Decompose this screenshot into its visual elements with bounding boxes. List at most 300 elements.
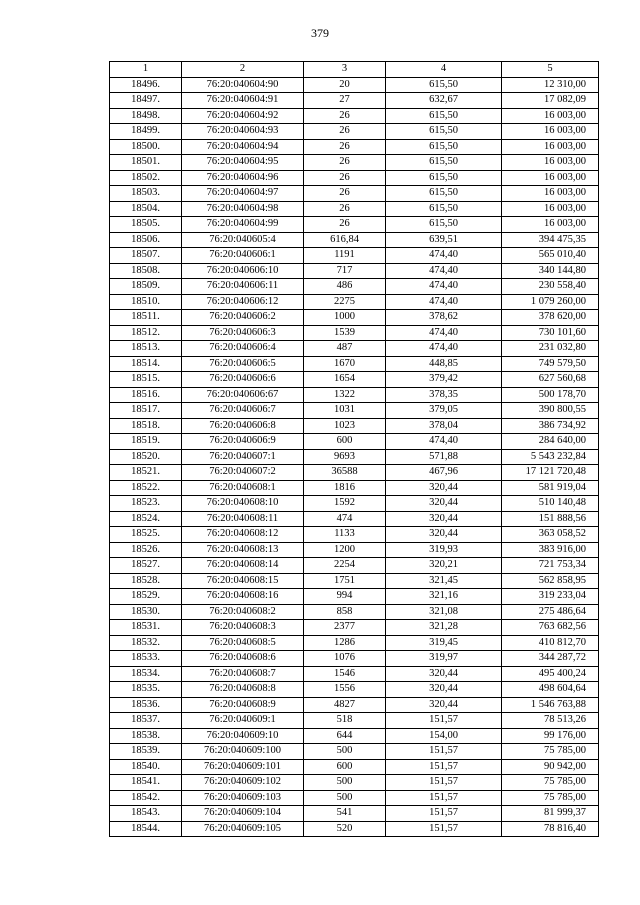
cadastral-number-cell: 76:20:040608:6 <box>182 651 304 667</box>
value-cell: 410 812,70 <box>502 635 599 651</box>
cadastral-number-cell: 76:20:040608:11 <box>182 511 304 527</box>
value-cell: 16 003,00 <box>502 201 599 217</box>
row-number-cell: 18532. <box>110 635 182 651</box>
rate-cell: 320,44 <box>386 511 502 527</box>
table-row <box>110 186 599 202</box>
table-row <box>110 806 599 822</box>
row-number-cell: 18538. <box>110 728 182 744</box>
column-header: 2 <box>182 62 304 78</box>
table-header-row <box>110 62 599 78</box>
value-cell: 1 079 260,00 <box>502 294 599 310</box>
row-number-cell: 18529. <box>110 589 182 605</box>
cadastral-number-cell: 76:20:040608:15 <box>182 573 304 589</box>
row-number-cell: 18509. <box>110 279 182 295</box>
rate-cell: 378,04 <box>386 418 502 434</box>
row-number-cell: 18517. <box>110 403 182 419</box>
value-cell: 17 082,09 <box>502 93 599 109</box>
value-cell: 16 003,00 <box>502 124 599 140</box>
row-number-cell: 18504. <box>110 201 182 217</box>
area-cell: 26 <box>304 139 386 155</box>
area-cell: 26 <box>304 155 386 171</box>
row-number-cell: 18502. <box>110 170 182 186</box>
row-number-cell: 18535. <box>110 682 182 698</box>
area-cell: 500 <box>304 775 386 791</box>
rate-cell: 639,51 <box>386 232 502 248</box>
rate-cell: 474,40 <box>386 434 502 450</box>
table-row <box>110 279 599 295</box>
table-row <box>110 263 599 279</box>
cadastral-number-cell: 76:20:040606:5 <box>182 356 304 372</box>
table-row <box>110 139 599 155</box>
cadastral-number-cell: 76:20:040606:9 <box>182 434 304 450</box>
value-cell: 581 919,04 <box>502 480 599 496</box>
rate-cell: 632,67 <box>386 93 502 109</box>
table-row <box>110 573 599 589</box>
value-cell: 386 734,92 <box>502 418 599 434</box>
area-cell: 474 <box>304 511 386 527</box>
table-row <box>110 217 599 233</box>
value-cell: 12 310,00 <box>502 77 599 93</box>
table-body <box>110 77 599 837</box>
rate-cell: 378,62 <box>386 310 502 326</box>
table-row <box>110 728 599 744</box>
table-row <box>110 496 599 512</box>
value-cell: 5 543 232,84 <box>502 449 599 465</box>
row-number-cell: 18542. <box>110 790 182 806</box>
rate-cell: 151,57 <box>386 775 502 791</box>
rate-cell: 151,57 <box>386 821 502 837</box>
table-row <box>110 325 599 341</box>
area-cell: 1191 <box>304 248 386 264</box>
value-cell: 363 058,52 <box>502 527 599 543</box>
area-cell: 26 <box>304 170 386 186</box>
area-cell: 1670 <box>304 356 386 372</box>
rate-cell: 615,50 <box>386 108 502 124</box>
table-row <box>110 418 599 434</box>
area-cell: 26 <box>304 186 386 202</box>
value-cell: 17 121 720,48 <box>502 465 599 481</box>
area-cell: 2275 <box>304 294 386 310</box>
rate-cell: 615,50 <box>386 124 502 140</box>
value-cell: 151 888,56 <box>502 511 599 527</box>
rate-cell: 467,96 <box>386 465 502 481</box>
rate-cell: 378,35 <box>386 387 502 403</box>
table-row <box>110 697 599 713</box>
value-cell: 627 560,68 <box>502 372 599 388</box>
row-number-cell: 18520. <box>110 449 182 465</box>
table-row <box>110 759 599 775</box>
value-cell: 90 942,00 <box>502 759 599 775</box>
cadastral-number-cell: 76:20:040608:12 <box>182 527 304 543</box>
cadastral-number-cell: 76:20:040608:9 <box>182 697 304 713</box>
row-number-cell: 18508. <box>110 263 182 279</box>
table-row <box>110 248 599 264</box>
rate-cell: 474,40 <box>386 325 502 341</box>
rate-cell: 319,93 <box>386 542 502 558</box>
cadastral-number-cell: 76:20:040608:14 <box>182 558 304 574</box>
table-row <box>110 294 599 310</box>
area-cell: 487 <box>304 341 386 357</box>
value-cell: 231 032,80 <box>502 341 599 357</box>
area-cell: 1200 <box>304 542 386 558</box>
cadastral-number-cell: 76:20:040608:5 <box>182 635 304 651</box>
value-cell: 16 003,00 <box>502 108 599 124</box>
rate-cell: 379,05 <box>386 403 502 419</box>
row-number-cell: 18501. <box>110 155 182 171</box>
row-number-cell: 18536. <box>110 697 182 713</box>
table-row <box>110 77 599 93</box>
rate-cell: 321,16 <box>386 589 502 605</box>
area-cell: 1539 <box>304 325 386 341</box>
value-cell: 394 475,35 <box>502 232 599 248</box>
rate-cell: 151,57 <box>386 806 502 822</box>
cadastral-number-cell: 76:20:040606:12 <box>182 294 304 310</box>
cadastral-number-cell: 76:20:040608:13 <box>182 542 304 558</box>
table-row <box>110 713 599 729</box>
row-number-cell: 18526. <box>110 542 182 558</box>
cadastral-number-cell: 76:20:040604:93 <box>182 124 304 140</box>
table-row <box>110 372 599 388</box>
column-header: 3 <box>304 62 386 78</box>
row-number-cell: 18500. <box>110 139 182 155</box>
rate-cell: 320,44 <box>386 527 502 543</box>
row-number-cell: 18540. <box>110 759 182 775</box>
value-cell: 763 682,56 <box>502 620 599 636</box>
area-cell: 26 <box>304 108 386 124</box>
page-number: 379 <box>311 26 329 40</box>
area-cell: 1592 <box>304 496 386 512</box>
value-cell: 721 753,34 <box>502 558 599 574</box>
cadastral-number-cell: 76:20:040606:67 <box>182 387 304 403</box>
row-number-cell: 18534. <box>110 666 182 682</box>
table-row <box>110 434 599 450</box>
table-row <box>110 589 599 605</box>
cadastral-number-cell: 76:20:040608:3 <box>182 620 304 636</box>
table-row <box>110 604 599 620</box>
area-cell: 1023 <box>304 418 386 434</box>
row-number-cell: 18513. <box>110 341 182 357</box>
value-cell: 562 858,95 <box>502 573 599 589</box>
row-number-cell: 18523. <box>110 496 182 512</box>
row-number-cell: 18528. <box>110 573 182 589</box>
row-number-cell: 18506. <box>110 232 182 248</box>
row-number-cell: 18530. <box>110 604 182 620</box>
value-cell: 16 003,00 <box>502 139 599 155</box>
value-cell: 500 178,70 <box>502 387 599 403</box>
table-row <box>110 155 599 171</box>
table-row <box>110 465 599 481</box>
row-number-cell: 18514. <box>110 356 182 372</box>
row-number-cell: 18533. <box>110 651 182 667</box>
cadastral-number-cell: 76:20:040604:96 <box>182 170 304 186</box>
rate-cell: 320,44 <box>386 666 502 682</box>
value-cell: 16 003,00 <box>502 186 599 202</box>
area-cell: 1546 <box>304 666 386 682</box>
rate-cell: 615,50 <box>386 170 502 186</box>
area-cell: 9693 <box>304 449 386 465</box>
rate-cell: 321,45 <box>386 573 502 589</box>
area-cell: 500 <box>304 744 386 760</box>
rate-cell: 319,97 <box>386 651 502 667</box>
cadastral-number-cell: 76:20:040606:11 <box>182 279 304 295</box>
value-cell: 730 101,60 <box>502 325 599 341</box>
value-cell: 565 010,40 <box>502 248 599 264</box>
rate-cell: 474,40 <box>386 248 502 264</box>
table-row <box>110 449 599 465</box>
value-cell: 390 800,55 <box>502 403 599 419</box>
area-cell: 541 <box>304 806 386 822</box>
cadastral-number-cell: 76:20:040604:94 <box>182 139 304 155</box>
value-cell: 78 816,40 <box>502 821 599 837</box>
table-row <box>110 201 599 217</box>
value-cell: 78 513,26 <box>502 713 599 729</box>
rate-cell: 474,40 <box>386 341 502 357</box>
rate-cell: 615,50 <box>386 155 502 171</box>
table-row <box>110 666 599 682</box>
area-cell: 486 <box>304 279 386 295</box>
value-cell: 99 176,00 <box>502 728 599 744</box>
row-number-cell: 18531. <box>110 620 182 636</box>
area-cell: 27 <box>304 93 386 109</box>
value-cell: 75 785,00 <box>502 744 599 760</box>
value-cell: 344 287,72 <box>502 651 599 667</box>
area-cell: 2377 <box>304 620 386 636</box>
cadastral-number-cell: 76:20:040608:10 <box>182 496 304 512</box>
rate-cell: 320,44 <box>386 480 502 496</box>
area-cell: 26 <box>304 201 386 217</box>
cadastral-number-cell: 76:20:040606:4 <box>182 341 304 357</box>
area-cell: 1816 <box>304 480 386 496</box>
row-number-cell: 18503. <box>110 186 182 202</box>
area-cell: 1556 <box>304 682 386 698</box>
table-row <box>110 480 599 496</box>
row-number-cell: 18518. <box>110 418 182 434</box>
table-row <box>110 511 599 527</box>
table-row <box>110 310 599 326</box>
value-cell: 81 999,37 <box>502 806 599 822</box>
row-number-cell: 18522. <box>110 480 182 496</box>
value-cell: 16 003,00 <box>502 170 599 186</box>
row-number-cell: 18497. <box>110 93 182 109</box>
rate-cell: 151,57 <box>386 713 502 729</box>
area-cell: 1076 <box>304 651 386 667</box>
cadastral-number-cell: 76:20:040607:1 <box>182 449 304 465</box>
table-row <box>110 635 599 651</box>
row-number-cell: 18512. <box>110 325 182 341</box>
row-number-cell: 18524. <box>110 511 182 527</box>
table-row <box>110 790 599 806</box>
table-row <box>110 356 599 372</box>
row-number-cell: 18525. <box>110 527 182 543</box>
value-cell: 749 579,50 <box>502 356 599 372</box>
rate-cell: 615,50 <box>386 201 502 217</box>
value-cell: 230 558,40 <box>502 279 599 295</box>
area-cell: 1133 <box>304 527 386 543</box>
row-number-cell: 18496. <box>110 77 182 93</box>
rate-cell: 571,88 <box>386 449 502 465</box>
row-number-cell: 18511. <box>110 310 182 326</box>
rate-cell: 615,50 <box>386 186 502 202</box>
cadastral-number-cell: 76:20:040609:103 <box>182 790 304 806</box>
rate-cell: 379,42 <box>386 372 502 388</box>
area-cell: 520 <box>304 821 386 837</box>
cadastral-number-cell: 76:20:040606:7 <box>182 403 304 419</box>
row-number-cell: 18537. <box>110 713 182 729</box>
area-cell: 1031 <box>304 403 386 419</box>
value-cell: 319 233,04 <box>502 589 599 605</box>
row-number-cell: 18507. <box>110 248 182 264</box>
cadastral-number-cell: 76:20:040608:1 <box>182 480 304 496</box>
cadastral-number-cell: 76:20:040604:98 <box>182 201 304 217</box>
cadastral-number-cell: 76:20:040606:10 <box>182 263 304 279</box>
row-number-cell: 18544. <box>110 821 182 837</box>
data-table <box>109 61 599 837</box>
area-cell: 717 <box>304 263 386 279</box>
cadastral-number-cell: 76:20:040606:6 <box>182 372 304 388</box>
area-cell: 2254 <box>304 558 386 574</box>
cadastral-number-cell: 76:20:040607:2 <box>182 465 304 481</box>
table-row <box>110 232 599 248</box>
row-number-cell: 18527. <box>110 558 182 574</box>
cadastral-number-cell: 76:20:040609:1 <box>182 713 304 729</box>
row-number-cell: 18541. <box>110 775 182 791</box>
rate-cell: 320,44 <box>386 682 502 698</box>
table-row <box>110 108 599 124</box>
rate-cell: 321,08 <box>386 604 502 620</box>
area-cell: 600 <box>304 759 386 775</box>
cadastral-number-cell: 76:20:040604:97 <box>182 186 304 202</box>
table-row <box>110 170 599 186</box>
cadastral-number-cell: 76:20:040605:4 <box>182 232 304 248</box>
rate-cell: 474,40 <box>386 263 502 279</box>
column-header: 5 <box>502 62 599 78</box>
cadastral-number-cell: 76:20:040606:3 <box>182 325 304 341</box>
area-cell: 1751 <box>304 573 386 589</box>
row-number-cell: 18543. <box>110 806 182 822</box>
column-header: 1 <box>110 62 182 78</box>
table-row <box>110 387 599 403</box>
cadastral-number-cell: 76:20:040604:90 <box>182 77 304 93</box>
area-cell: 1322 <box>304 387 386 403</box>
row-number-cell: 18510. <box>110 294 182 310</box>
area-cell: 994 <box>304 589 386 605</box>
value-cell: 498 604,64 <box>502 682 599 698</box>
area-cell: 1654 <box>304 372 386 388</box>
table-row <box>110 93 599 109</box>
cadastral-number-cell: 76:20:040609:10 <box>182 728 304 744</box>
cadastral-number-cell: 76:20:040606:1 <box>182 248 304 264</box>
value-cell: 378 620,00 <box>502 310 599 326</box>
value-cell: 1 546 763,88 <box>502 697 599 713</box>
rate-cell: 320,21 <box>386 558 502 574</box>
row-number-cell: 18498. <box>110 108 182 124</box>
area-cell: 644 <box>304 728 386 744</box>
cadastral-number-cell: 76:20:040604:95 <box>182 155 304 171</box>
row-number-cell: 18505. <box>110 217 182 233</box>
table-row <box>110 651 599 667</box>
cadastral-number-cell: 76:20:040604:91 <box>182 93 304 109</box>
rate-cell: 615,50 <box>386 77 502 93</box>
area-cell: 26 <box>304 124 386 140</box>
rate-cell: 615,50 <box>386 139 502 155</box>
rate-cell: 474,40 <box>386 279 502 295</box>
area-cell: 858 <box>304 604 386 620</box>
cadastral-number-cell: 76:20:040608:7 <box>182 666 304 682</box>
table-row <box>110 527 599 543</box>
column-header: 4 <box>386 62 502 78</box>
area-cell: 616,84 <box>304 232 386 248</box>
table-row <box>110 744 599 760</box>
rate-cell: 320,44 <box>386 496 502 512</box>
cadastral-number-cell: 76:20:040608:8 <box>182 682 304 698</box>
value-cell: 383 916,00 <box>502 542 599 558</box>
row-number-cell: 18521. <box>110 465 182 481</box>
cadastral-number-cell: 76:20:040604:99 <box>182 217 304 233</box>
table-row <box>110 775 599 791</box>
row-number-cell: 18516. <box>110 387 182 403</box>
cadastral-number-cell: 76:20:040608:2 <box>182 604 304 620</box>
value-cell: 75 785,00 <box>502 790 599 806</box>
value-cell: 340 144,80 <box>502 263 599 279</box>
table-row <box>110 558 599 574</box>
row-number-cell: 18515. <box>110 372 182 388</box>
value-cell: 16 003,00 <box>502 155 599 171</box>
rate-cell: 474,40 <box>386 294 502 310</box>
area-cell: 20 <box>304 77 386 93</box>
value-cell: 495 400,24 <box>502 666 599 682</box>
cadastral-number-cell: 76:20:040604:92 <box>182 108 304 124</box>
table-row <box>110 821 599 837</box>
table-row <box>110 620 599 636</box>
rate-cell: 151,57 <box>386 759 502 775</box>
row-number-cell: 18519. <box>110 434 182 450</box>
value-cell: 275 486,64 <box>502 604 599 620</box>
cadastral-number-cell: 76:20:040609:100 <box>182 744 304 760</box>
area-cell: 500 <box>304 790 386 806</box>
area-cell: 600 <box>304 434 386 450</box>
table-row <box>110 124 599 140</box>
area-cell: 26 <box>304 217 386 233</box>
area-cell: 1000 <box>304 310 386 326</box>
rate-cell: 151,57 <box>386 744 502 760</box>
table-row <box>110 682 599 698</box>
value-cell: 75 785,00 <box>502 775 599 791</box>
rate-cell: 615,50 <box>386 217 502 233</box>
rate-cell: 154,00 <box>386 728 502 744</box>
cadastral-number-cell: 76:20:040608:16 <box>182 589 304 605</box>
value-cell: 284 640,00 <box>502 434 599 450</box>
cadastral-number-cell: 76:20:040609:105 <box>182 821 304 837</box>
rate-cell: 321,28 <box>386 620 502 636</box>
table-row <box>110 341 599 357</box>
table-row <box>110 542 599 558</box>
area-cell: 518 <box>304 713 386 729</box>
rate-cell: 319,45 <box>386 635 502 651</box>
cadastral-number-cell: 76:20:040606:2 <box>182 310 304 326</box>
cadastral-number-cell: 76:20:040606:8 <box>182 418 304 434</box>
cadastral-number-cell: 76:20:040609:102 <box>182 775 304 791</box>
cadastral-number-cell: 76:20:040609:101 <box>182 759 304 775</box>
area-cell: 1286 <box>304 635 386 651</box>
row-number-cell: 18539. <box>110 744 182 760</box>
value-cell: 510 140,48 <box>502 496 599 512</box>
row-number-cell: 18499. <box>110 124 182 140</box>
rate-cell: 151,57 <box>386 790 502 806</box>
area-cell: 4827 <box>304 697 386 713</box>
value-cell: 16 003,00 <box>502 217 599 233</box>
rate-cell: 320,44 <box>386 697 502 713</box>
area-cell: 36588 <box>304 465 386 481</box>
